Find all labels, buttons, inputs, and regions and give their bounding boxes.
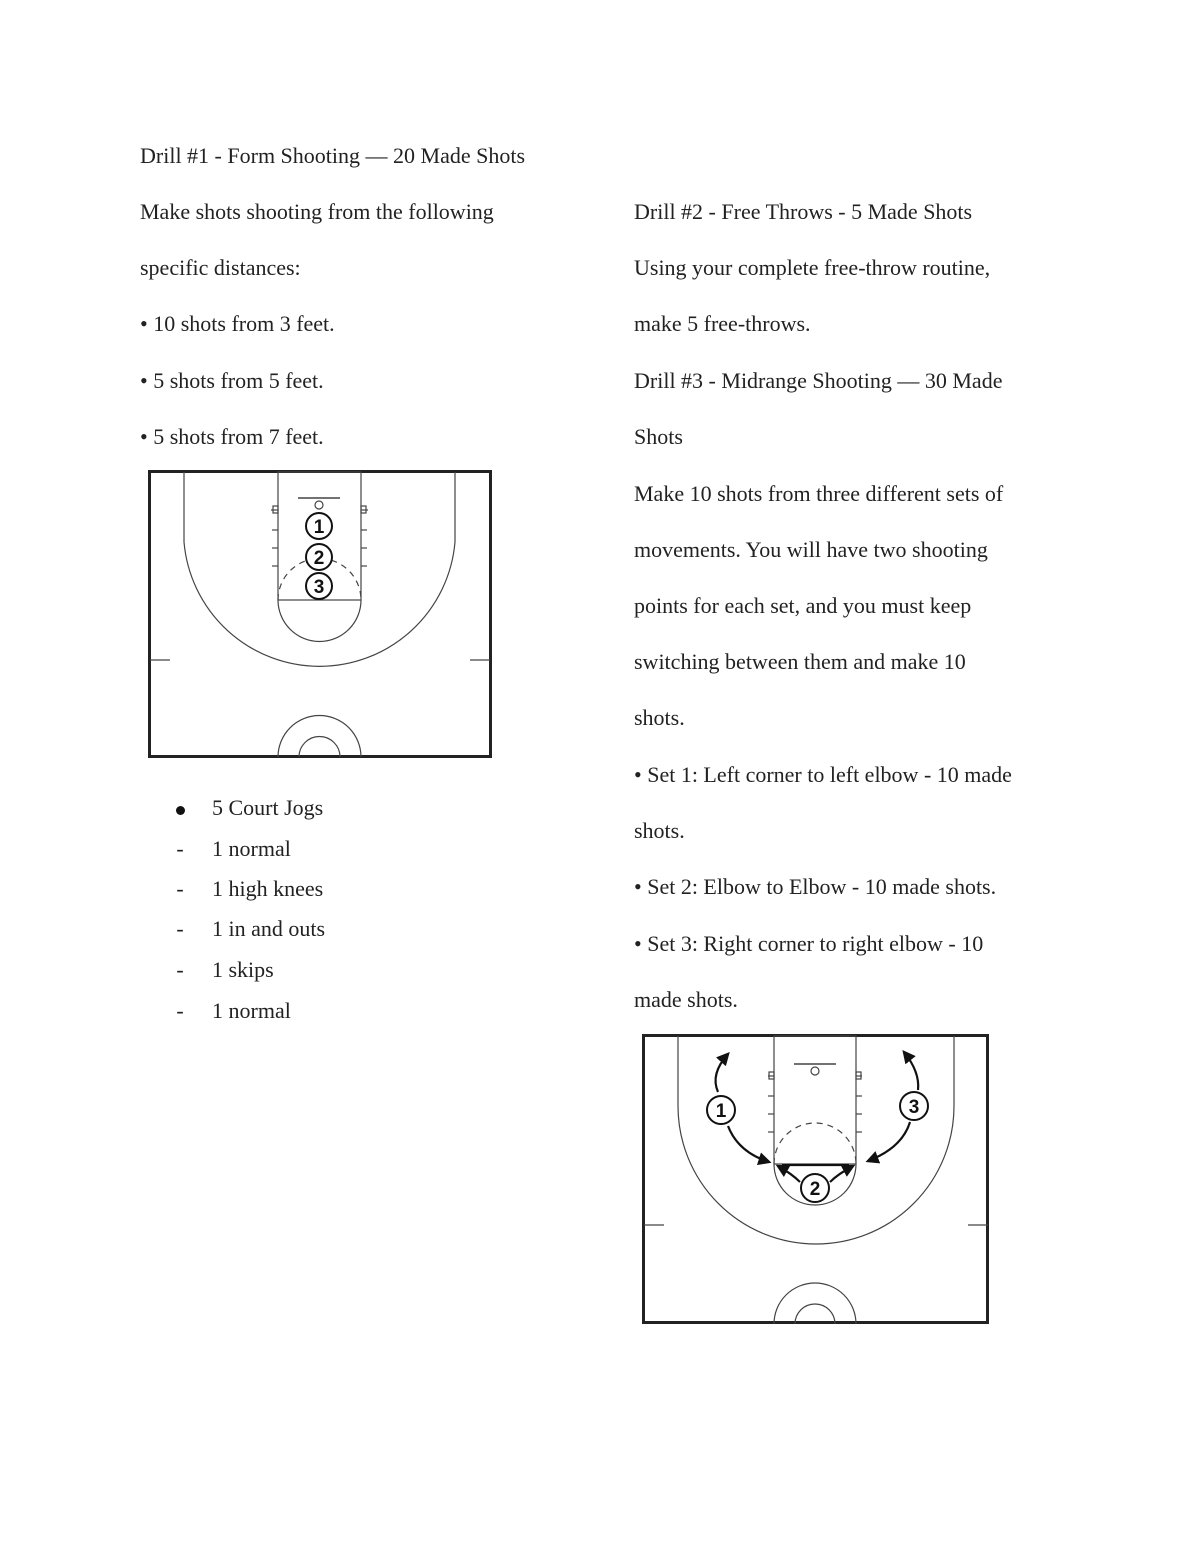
drill1-bullet-5ft: • 5 shots from 5 feet. [140,368,324,393]
dash-marker: - [176,876,184,901]
svg-text:3: 3 [908,1097,920,1118]
court2-marker-3 [900,1092,928,1120]
list-item: - 1 normal [212,998,291,1024]
drill1-bullet-7ft: • 5 shots from 7 feet. [140,424,324,449]
drill3-description-line3: points for each set, and you must keep [634,593,972,618]
drill2-description-line1: Using your complete free-throw routine, [634,255,991,280]
drill3-description-line4: switching between them and make 10 [634,649,966,674]
bullet-marker [170,795,190,821]
set3-line1: • Set 3: Right corner to right elbow - 10 [634,931,984,956]
set1-line2: shots. [634,818,685,843]
set1-line1: • Set 1: Left corner to left elbow - 10 made [634,762,1012,787]
jogs-heading: 5 Court Jogs [212,795,324,820]
dash-marker: - [176,916,184,941]
rim [811,1067,819,1075]
court1-marker-1 [306,513,332,539]
drill1-title: Drill #1 - Form Shooting — 20 Made Shots [140,143,526,168]
free-throw-lane [774,1036,856,1164]
court-diagram-form-shooting [148,470,492,758]
drill3-description-line5: shots. [634,705,685,730]
dash-marker: - [176,998,184,1023]
drill3-description-line2: movements. You will have two shooting [634,537,988,562]
court-diagram-midrange [642,1034,990,1325]
drill3-description-line1: Make 10 shots from three different sets of [634,481,1004,506]
dash-marker: - [176,957,184,982]
court1-marker-2 [306,544,332,570]
court1-marker-3 [306,573,332,599]
list-item: - 1 high knees [212,876,323,902]
list-item-court-jogs [212,795,323,821]
list-item: - 1 normal [212,836,291,862]
court2-marker-1 [707,1096,735,1124]
svg-text:1: 1 [313,517,325,538]
drill2-title: Drill #2 - Free Throws - 5 Made Shots [634,199,973,224]
svg-text:2: 2 [313,548,325,569]
svg-text:3: 3 [313,577,325,598]
drill1-description-line1: Make shots shooting from the following [140,199,494,224]
drill3-title-line1: Drill #3 - Midrange Shooting — 30 Made [634,368,1003,393]
set3-line2: made shots. [634,987,738,1012]
dash-marker: - [176,836,184,861]
drill1-bullet-3ft: • 10 shots from 3 feet. [140,311,335,336]
rim [315,501,323,509]
center-circle-inner [299,737,340,758]
list-item: - 1 in and outs [212,916,325,942]
free-throw-circle-bottom [278,600,361,641]
set2-line: • Set 2: Elbow to Elbow - 10 made shots. [634,874,997,899]
svg-text:1: 1 [715,1101,727,1122]
svg-text:2: 2 [809,1179,821,1200]
court2-marker-2 [801,1174,829,1202]
drill3-title-line2: Shots [634,424,683,449]
drill2-description-line2: make 5 free-throws. [634,311,811,336]
drill1-description-line2: specific distances: [140,255,301,280]
list-item: - 1 skips [212,957,274,983]
free-throw-circle-top-dashed [774,1123,856,1164]
movement-arrows [716,1052,919,1182]
